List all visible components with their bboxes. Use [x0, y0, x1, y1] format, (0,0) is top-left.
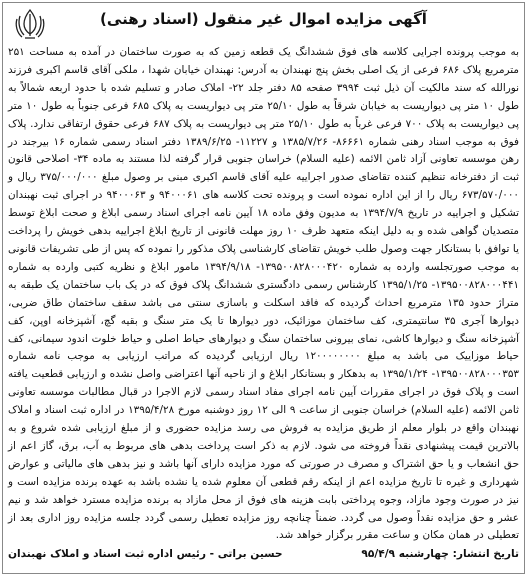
publish-date: تاریخ انتشار: چهارشنبه ۹۵/۴/۹	[361, 548, 519, 561]
notice-header	[6, 4, 521, 44]
notice-title: آگهی مزایده اموال غیر منقول (اسناد رهنی)	[100, 10, 427, 28]
signature-line: حسین براتی - رئیس اداره ثبت اسناد و املاک نهبندان	[8, 548, 283, 561]
notice-footer	[6, 548, 521, 560]
iran-emblem-icon	[12, 6, 48, 42]
notice-body: به موجب پرونده اجرایی کلاسه های فوق ششدانگ یک قطعه زمین که به صورت ساختمان در آمده به مساحت ۲۵۱ مترمربع پلاک ۶۸۶ فرعی از یک اصلی بخش پنج نهبندان به آدرس: نهبندان خیابان شهدا ، ملکی آقای قاسم اکبری فرزند نورالله که سند مالکیت آن ذیل ثبت ۳۹۹۴ صفحه ۸۵ دفتر جلد ۲۲- املاک صادر و تسلیم شده با حدود اربعه شمالاً به طول ۱۰ متر پی دیواریست به خیابان شرقاً به طول ۲۵/۱۰ متر پی دیواریست به پلاک ۶۸۵ فرعی جنوباً به طول ۱۰ متر پی دیواریست به پلاک ۷۰۰ فرعی غرباً به طول ۲۵/۱۰ متر پی دیواریست به پلاک ۶۸۷ فرعی حقوق ارتفاقی ندارد. پلاک فوق به موجب اسناد رهنی شماره ۸۶۶۶۱- ۱۳۸۵/۷/۲۶ و ۱۱۲۲۷- ۱۳۸۹/۶/۲۵ دفتر اسناد رسمی شماره ۱۶ بیرجند در رهن موسسه تعاونی آزاد ثامن الائمه (علیه السلام) خراسان جنوبی قرار گرفته لذا مستند به ماده ۳۴- اصلاحی قانون ثبت از دفترخانه تنظیم کننده تقاضای صدور اجراییه علیه آقای قاسم اکبری مبنی بر وصول مبلغ ۳۷۵/۰۰۰/۰۰۰ ریال و ۶۷۳/۵۷۰/۰۰۰ ریال را از این اداره نموده است و پرونده تحت کلاسه های ۹۴۰۰۰۶۱ و ۹۴۰۰۰۶۳ در اجرای ثبت نهبندان تشکیل و اجراییه در تاریخ ۱۳۹۴/۷/۹ به مدیون وفق ماده ۱۸ آیین نامه اجرای اسناد رسمی ابلاغ و صحت ابلاغ توسط متصدیان گواهی شده و به دلیل اینکه متعهد ظرف ۱۰ روز مهلت قانونی از تاریخ ابلاغ اجراییه بدهی خویش را پرداخت یا توافق با بستانکار جهت وصول طلب خویش تقاضای کارشناسی پلاک مذکور را نموده که پس از طی تشریفات قانونی به موجب صورتجلسه وارده به شماره ۱۳۹۵۰۰۸۲۸۰۰۰۴۲۰- ۱۳۹۴/۹/۱۸ مامور ابلاغ و نظریه کتبی وارده به شماره ۱۳۹۵۰۰۸۲۸۰۰۰۴۴۱- ۱۳۹۵/۱/۲۵ کارشناس رسمی دادگستری ششدانگ پلاک فوق که در یک باب ساختمان یک طبقه به متراژ حدود ۱۳۵ مترمربع احداث گردیده که فاقد اسکلت و باسازی سنتی می باشد سقف ساختمان طاق ضربی، دیوارها آجری ۳۵ سانتیمتری، کف ساختمان موزائیک، دور دیوارها تا یک متر سنگ و بقیه گچ، آشپزخانه اوپن، کف آشپزخانه سنگ و دیوارها کاشی، نمای بیرونی ساختمان سنگ و دیوارهای حیاط اصلی و حیاط خلوت اندود سیمانی، کف حیاط موزاییک می باشد به مبلغ ۱۲۰۰۰۰۰۰۰۰ ریال ارزیابی گردیده که مراتب ارزیابی به موجب نامه شماره ۱۳۹۵۰۰۸۲۸۰۰۰۳۵۳- ۱۳۹۵/۱/۲۴ به بدهکار و بستانکار ابلاغ و از ناحیه آنها اعتراضی واصل نشده و ارزیابی قطعیت یافته است و پلاک فوق در اجرای مقررات آیین نامه اجرای مفاد اسناد رسمی لازم الاجرا در قبال مطالبات موسسه تعاونی ثامن الائمه (علیه السلام) خراسان جنوبی از ساعت ۹ الی ۱۲ روز دوشنبه مورخ ۱۳۹۵/۴/۲۸ در اداره ثبت اسناد و املاک نهبندان واقع در بلوار معلم از طریق مزایده به فروش می رسد مزایده حضوری و از مبلغ ارزیابی شده شروع و به بالاترین قیمت پیشنهادی نقداً فروخته می شود. لازم به ذکر است پرداخت بدهی های مربوط به آب، برق، گاز اعم از حق انشعاب و یا حق اشتراک و مصرف در صورتی که مورد مزایده دارای آنها باشد و نیز بدهی های مالیاتی و عوارض شهرداری و غیره تا تاریخ مزایده اعم از اینکه رقم قطعی آن معلوم شده یا نشده باشد به عهده برنده مزایده است و نیز در صورت وجود مازاد، وجوه پرداختی بابت هزینه های فوق از محل مازاد به برنده مزایده مسترد خواهد شد و نیم عشر و حق مزایده نقداً وصول می گردد. ضمناً چنانچه روز مزایده تعطیل رسمی گردد جلسه مزایده روز اداری بعد از تعطیلی در همان مکان و ساعت مقرر برگزار خواهد شد.	[8, 46, 520, 542]
